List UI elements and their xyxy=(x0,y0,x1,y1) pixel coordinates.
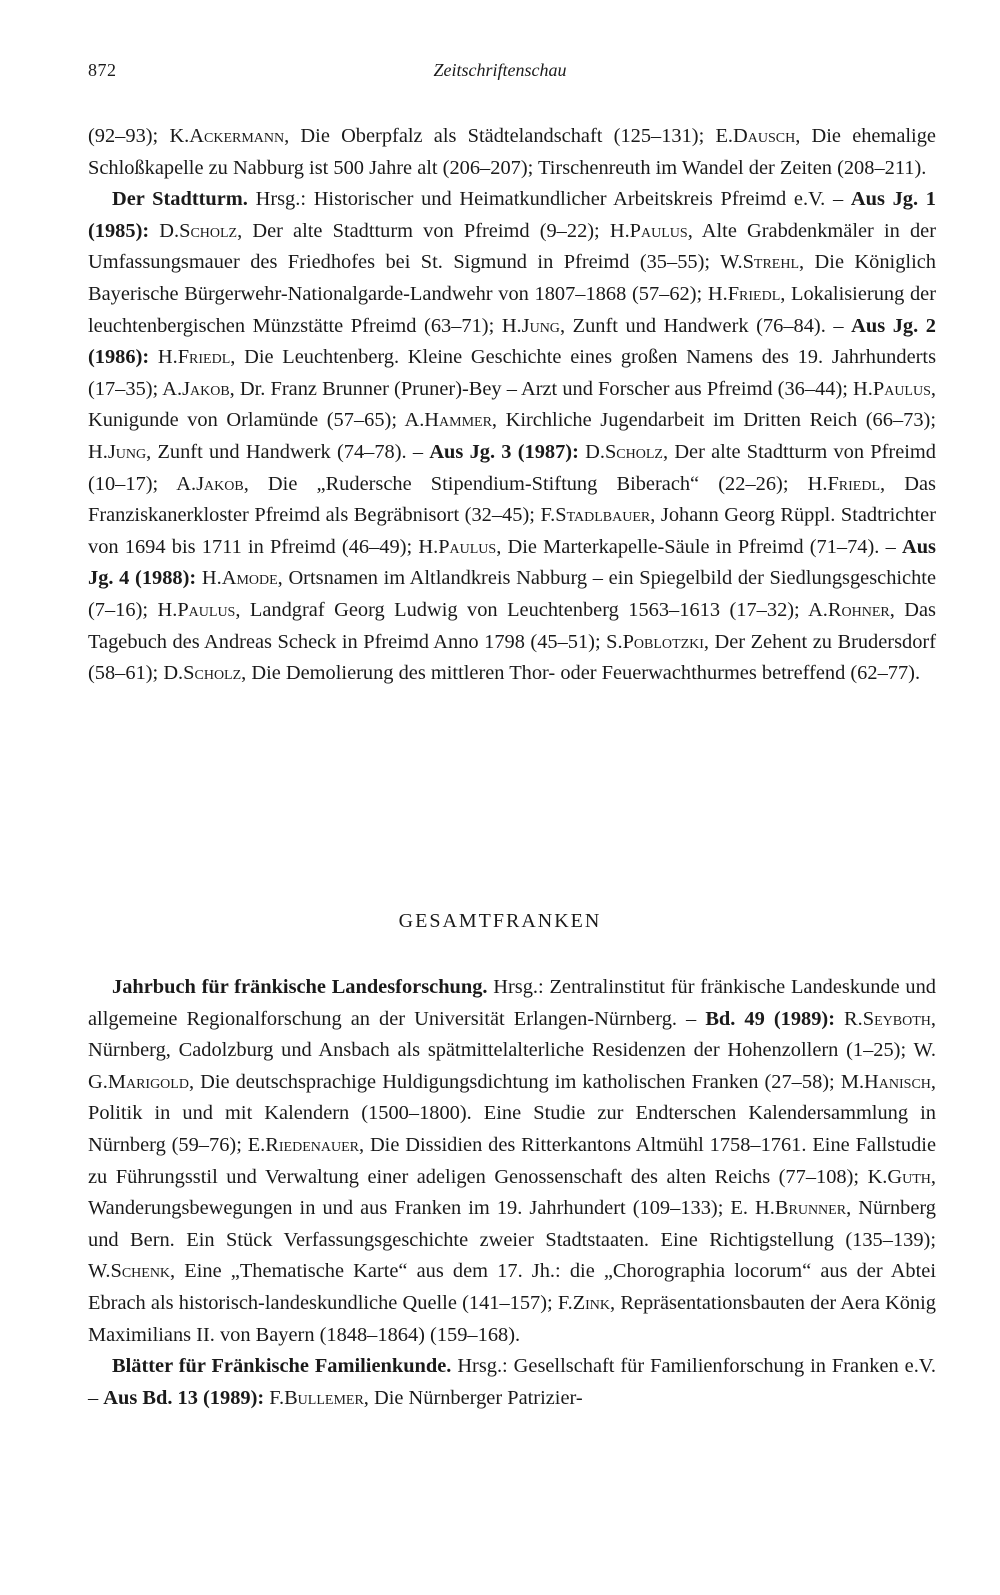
journal-title: Jahrbuch für fränkische Landesforschung. xyxy=(112,976,488,998)
running-title: Zeitschriftenschau xyxy=(433,60,567,80)
volume-label: Aus Jg. 4 (1988): xyxy=(88,535,936,590)
journal-title: Blätter für Fränkische Familienkunde. xyxy=(112,1355,452,1378)
volume-label: Aus Jg. 1 (1985): xyxy=(88,188,936,242)
volume-label: Aus Bd. 13 (1989): xyxy=(103,1386,265,1409)
volume-label: Aus Jg. 3 (1987): xyxy=(429,440,579,463)
section-heading: GESAMTFRANKEN xyxy=(398,910,602,932)
volume-label: Aus Jg. 2 (1986): xyxy=(88,314,936,369)
volume-label: Bd. 49 (1989): xyxy=(705,1007,835,1030)
journal-title: Der Stadtturm. xyxy=(112,188,248,211)
paragraph: Jahrbuch für fränkische Landesforschung. Hrsg.: Zentralinstitut für fränkische Landeskunde und allgemeine Regionalforschung an der Universität Erlangen-Nürnberg. – Bd. 49 (1989): R.Seyboth, Nürnberg, Cadolzburg und Ansbach als spätmittelalterliche Residenzen der Hohenzollern (1–25); W. G.Marigold, Die deutschsprachige Huldigungsdichtung im katholischen Franken (27–58); M.Hanisch, Politik in und mit Kalendern (1500–1800). Eine Studie zur Endterschen Kalendersammlung in Nürnberg (59–76); E.Riedenauer, Die Dissidien des Ritterkantons Altmühl 1758–1761. Eine Fallstudie zu Führungsstil und Verwaltung einer adeligen Genossenschaft des alten Reichs (77–108); K.Guth, Wanderungsbewegungen in und aus Franken im 19. Jahrhundert (109–133); E. H.Brunner, Nürnberg und Bern. Ein Stück Verfassungsgeschichte zweier Stadtstaaten. Eine Richtigstellung (135–139); W.Schenk, Eine „Thematische Karte“ aus dem 17. Jh.: die „Chorographia locorum“ aus der Abtei Ebrach als historisch-landeskundliche Quelle (141–157); F.Zink, Repräsentationsbauten der Aera König Maximilians II. von Bayern (1848–1864) (159–168). xyxy=(88,976,937,1346)
top-text-block xyxy=(88,121,936,690)
paragraph: Der Stadtturm. Hrsg.: Historischer und Heimatkundlicher Arbeitskreis Pfreimd e.V. – Aus Jg. 1 (1985): D.Scholz, Der alte Stadtturm von Pfreimd (9–22); H.Paulus, Alte Grabdenkmäler in der Umfassungsmauer des Friedhofes bei St. Sigmund in Pfreimd (35–55); W.Strehl, Die Königlich Bayerische Bürgerwehr-Nationalgarde-Landwehr von 1807–1868 (57–62); H.Friedl, Lokalisierung der leuchtenbergischen Münzstätte Pfreimd (63–71); H.Jung, Zunft und Handwerk (76–84). – Aus Jg. 2 (1986): H.Friedl, Die Leuchtenberg. Kleine Geschichte eines großen Namens des 19. Jahrhunderts (17–35); A.Jakob, Dr. Franz Brunner (Pruner)-Bey – Arzt und Forscher aus Pfreimd (36–44); H.Paulus, Kunigunde von Orlamünde (57–65); A.Hammer, Kirchliche Jugendarbeit im Dritten Reich (66–73); H.Jung, Zunft und Handwerk (74–78). – Aus Jg. 3 (1987): D.Scholz, Der alte Stadtturm von Pfreimd (10–17); A.Jakob, Die „Rudersche Stipendium-Stiftung Biberach“ (22–26); H.Friedl, Das Franziskanerkloster Pfreimd als Begräbnisort (32–45); F.Stadlbauer, Johann Georg Rüppl. Stadtrichter von 1694 bis 1711 in Pfreimd (46–49); H.Paulus, Die Marterkapelle-Säule in Pfreimd (71–74). – Aus Jg. 4 (1988): H.Amode, Ortsnamen im Altlandkreis Nabburg – ein Spiegelbild der Siedlungsgeschichte (7–16); H.Paulus, Landgraf Georg Ludwig von Leuchtenberg 1563–1613 (17–32); A.Rohner, Das Tagebuch des Andreas Scheck in Pfreimd Anno 1798 (45–51); S.Poblotzki, Der Zehent zu Brudersdorf (58–61); D.Scholz, Die Demolierung des mittleren Thor- oder Feuerwachthurmes betreffend (62–77). xyxy=(88,188,937,685)
bottom-text-block xyxy=(88,972,936,1414)
paragraph: Blätter für Fränkische Familienkunde. Hrsg.: Gesellschaft für Familienforschung in Franken e.V. – Aus Bd. 13 (1989): F.Bullemer, Die Nürnberger Patrizier- xyxy=(88,1355,936,1409)
page-number: 872 xyxy=(88,60,117,80)
paragraph: (92–93); K.Ackermann, Die Oberpfalz als Städtelandschaft (125–131); E.Dausch, Die ehemalige Schloßkapelle zu Nabburg ist 500 Jahre alt (206–207); Tirschenreuth im Wandel der Zeiten (208–211). xyxy=(88,125,936,179)
